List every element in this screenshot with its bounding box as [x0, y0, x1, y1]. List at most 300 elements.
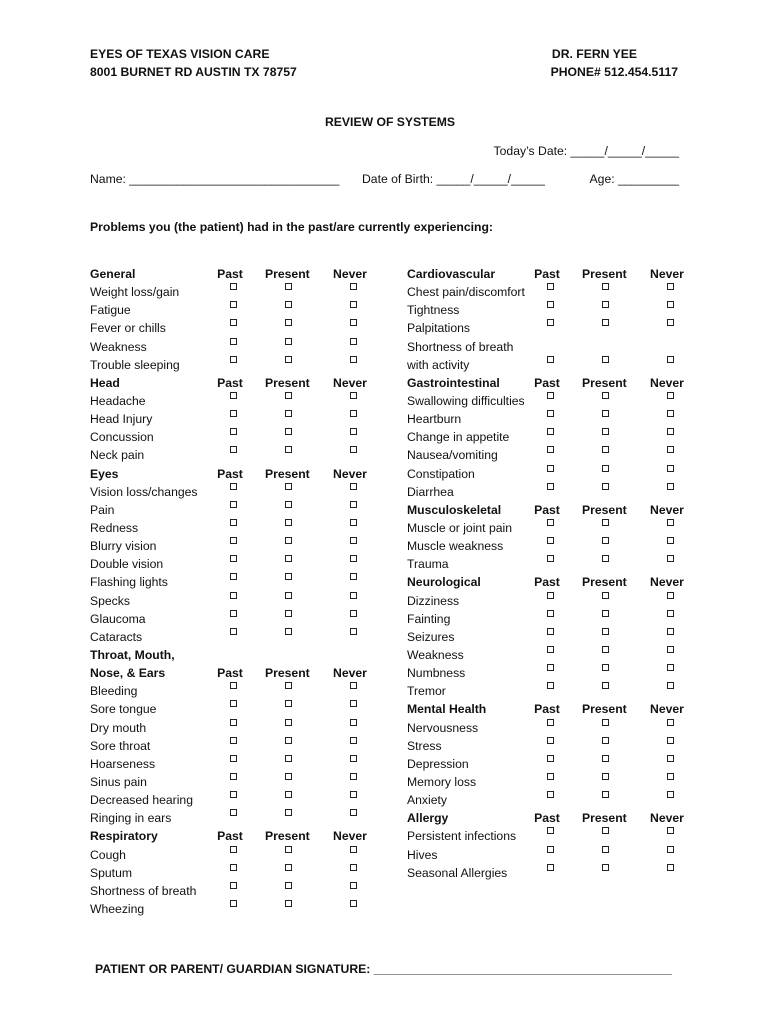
symptom-label: Chest pain/discomfort — [407, 285, 525, 300]
symptom-label: Headache — [90, 393, 146, 408]
checkbox-past[interactable] — [547, 755, 554, 762]
checkbox-never[interactable] — [667, 410, 674, 417]
name-field[interactable]: Name: _______________________________ — [90, 172, 340, 186]
checkbox-past[interactable] — [230, 592, 237, 599]
checkbox-never[interactable] — [350, 864, 357, 871]
todays-date-field[interactable]: Today’s Date: _____/_____/_____ — [493, 144, 679, 158]
checkbox-present[interactable] — [602, 610, 609, 617]
checkbox-present[interactable] — [285, 628, 292, 635]
checkbox-never[interactable] — [667, 283, 674, 290]
checkbox-present[interactable] — [285, 610, 292, 617]
column-label-past: Past — [534, 811, 560, 826]
column-label-present: Present — [582, 811, 627, 826]
checkbox-never[interactable] — [667, 446, 674, 453]
symptom-row — [90, 882, 370, 900]
section-header-nose-ears — [90, 664, 370, 682]
phone-number: PHONE# 512.454.5117 — [550, 65, 678, 79]
checkbox-past[interactable] — [230, 791, 237, 798]
symptom-row — [407, 356, 687, 374]
symptom-label: Heartburn — [407, 412, 462, 427]
symptom-label: Depression — [407, 756, 469, 771]
checkbox-never[interactable] — [350, 882, 357, 889]
checkbox-present[interactable] — [285, 846, 292, 853]
symptom-label: with activity — [407, 357, 470, 372]
checkbox-past[interactable] — [547, 537, 554, 544]
checkbox-present[interactable] — [602, 283, 609, 290]
checkbox-never[interactable] — [667, 846, 674, 853]
column-label-past: Past — [217, 375, 243, 390]
symptom-label: Muscle weakness — [407, 539, 504, 554]
symptom-row — [90, 809, 370, 827]
right-systems-column — [407, 265, 687, 882]
checkbox-past[interactable] — [230, 610, 237, 617]
checkbox-never[interactable] — [350, 719, 357, 726]
symptom-row — [407, 628, 687, 646]
symptom-row — [90, 791, 370, 809]
checkbox-past[interactable] — [230, 283, 237, 290]
symptom-label: Palpitations — [407, 321, 471, 336]
symptom-row — [407, 610, 687, 628]
section-header-neurological — [407, 573, 687, 591]
checkbox-present[interactable] — [285, 700, 292, 707]
checkbox-present[interactable] — [285, 446, 292, 453]
checkbox-present[interactable] — [602, 646, 609, 653]
column-label-present: Present — [265, 829, 310, 844]
checkbox-past[interactable] — [547, 519, 554, 526]
symptom-label: Trauma — [407, 557, 449, 572]
dob-field[interactable]: Date of Birth: _____/_____/_____ — [362, 172, 545, 186]
symptom-row — [407, 646, 687, 664]
checkbox-present[interactable] — [602, 773, 609, 780]
symptom-label: Fever or chills — [90, 321, 166, 336]
checkbox-never[interactable] — [667, 773, 674, 780]
checkbox-past[interactable] — [547, 465, 554, 472]
checkbox-past[interactable] — [547, 773, 554, 780]
checkbox-never[interactable] — [350, 573, 357, 580]
symptom-row — [90, 719, 370, 737]
symptom-row — [90, 356, 370, 374]
checkbox-never[interactable] — [350, 519, 357, 526]
checkbox-past[interactable] — [230, 392, 237, 399]
symptom-label: Shortness of breath — [90, 883, 197, 898]
checkbox-past[interactable] — [230, 573, 237, 580]
checkbox-past[interactable] — [547, 682, 554, 689]
column-label-present: Present — [265, 375, 310, 390]
checkbox-past[interactable] — [230, 301, 237, 308]
checkbox-past[interactable] — [547, 283, 554, 290]
column-label-present: Present — [582, 702, 627, 717]
checkbox-never[interactable] — [667, 755, 674, 762]
checkbox-past[interactable] — [230, 846, 237, 853]
checkbox-past[interactable] — [230, 519, 237, 526]
symptom-row — [407, 301, 687, 319]
checkbox-present[interactable] — [285, 592, 292, 599]
checkbox-present[interactable] — [285, 338, 292, 345]
checkbox-present[interactable] — [602, 827, 609, 834]
checkbox-present[interactable] — [602, 392, 609, 399]
symptom-label: Head Injury — [90, 412, 153, 427]
org-address: 8001 BURNET RD AUSTIN TX 78757 — [90, 65, 297, 79]
checkbox-present[interactable] — [602, 483, 609, 490]
section-header-cardiovascular — [407, 265, 687, 283]
checkbox-never[interactable] — [350, 592, 357, 599]
checkbox-present[interactable] — [285, 755, 292, 762]
checkbox-never[interactable] — [667, 537, 674, 544]
checkbox-present[interactable] — [602, 555, 609, 562]
checkbox-never[interactable] — [350, 446, 357, 453]
checkbox-never[interactable] — [350, 682, 357, 689]
section-title: Cardiovascular — [407, 267, 496, 281]
checkbox-present[interactable] — [602, 737, 609, 744]
symptom-row — [90, 519, 370, 537]
checkbox-never[interactable] — [350, 610, 357, 617]
checkbox-present[interactable] — [602, 319, 609, 326]
symptom-row — [90, 628, 370, 646]
symptom-label: Seasonal Allergies — [407, 865, 508, 880]
column-label-never: Never — [650, 575, 684, 590]
symptom-label: Vision loss/changes — [90, 484, 198, 499]
checkbox-never[interactable] — [667, 628, 674, 635]
column-label-never: Never — [650, 375, 684, 390]
checkbox-never[interactable] — [350, 501, 357, 508]
column-label-present: Present — [582, 502, 627, 517]
symptom-row — [90, 682, 370, 700]
checkbox-present[interactable] — [285, 555, 292, 562]
checkbox-past[interactable] — [547, 392, 554, 399]
checkbox-present[interactable] — [602, 846, 609, 853]
section-title: Gastrointestinal — [407, 375, 500, 390]
checkbox-past[interactable] — [230, 719, 237, 726]
checkbox-past[interactable] — [230, 555, 237, 562]
checkbox-never[interactable] — [350, 319, 357, 326]
symptom-row — [90, 410, 370, 428]
checkbox-never[interactable] — [667, 555, 674, 562]
checkbox-never[interactable] — [667, 592, 674, 599]
section-title: Allergy — [407, 811, 449, 826]
symptom-label: Muscle or joint pain — [407, 520, 512, 535]
symptom-label: Sore tongue — [90, 702, 157, 717]
symptom-row — [407, 555, 687, 573]
checkbox-present[interactable] — [602, 592, 609, 599]
checkbox-present[interactable] — [602, 664, 609, 671]
checkbox-never[interactable] — [350, 410, 357, 417]
checkbox-past[interactable] — [547, 737, 554, 744]
symptom-row — [90, 592, 370, 610]
checkbox-present[interactable] — [285, 864, 292, 871]
symptom-label: Swallowing difficulties — [407, 393, 525, 408]
checkbox-past[interactable] — [547, 446, 554, 453]
checkbox-past[interactable] — [230, 809, 237, 816]
checkbox-never[interactable] — [350, 301, 357, 308]
checkbox-never[interactable] — [667, 664, 674, 671]
checkbox-never[interactable] — [667, 392, 674, 399]
checkbox-past[interactable] — [230, 755, 237, 762]
checkbox-present[interactable] — [285, 900, 292, 907]
symptom-row — [90, 846, 370, 864]
symptom-row — [407, 283, 687, 301]
symptom-label: Ringing in ears — [90, 811, 172, 826]
checkbox-past[interactable] — [547, 664, 554, 671]
checkbox-present[interactable] — [285, 356, 292, 363]
section-title: Head — [90, 375, 120, 390]
checkbox-past[interactable] — [230, 537, 237, 544]
symptom-row — [407, 483, 687, 501]
checkbox-present[interactable] — [602, 628, 609, 635]
checkbox-never[interactable] — [350, 555, 357, 562]
symptom-label: Bleeding — [90, 684, 138, 699]
symptom-row — [90, 737, 370, 755]
symptom-row — [90, 301, 370, 319]
checkbox-never[interactable] — [350, 737, 357, 744]
checkbox-present[interactable] — [285, 319, 292, 326]
column-label-past: Past — [534, 702, 560, 717]
checkbox-never[interactable] — [667, 864, 674, 871]
column-label-present: Present — [265, 666, 310, 681]
checkbox-past[interactable] — [547, 628, 554, 635]
column-label-never: Never — [650, 502, 684, 517]
signature-line[interactable]: PATIENT OR PARENT/ GUARDIAN SIGNATURE: ____________________________________________ — [95, 962, 672, 976]
checkbox-past[interactable] — [547, 827, 554, 834]
symptom-row — [407, 519, 687, 537]
checkbox-never[interactable] — [350, 809, 357, 816]
checkbox-past[interactable] — [547, 791, 554, 798]
checkbox-past[interactable] — [230, 737, 237, 744]
checkbox-present[interactable] — [602, 682, 609, 689]
section-header-respiratory — [90, 827, 370, 845]
section-title: Respiratory — [90, 829, 158, 844]
checkbox-past[interactable] — [547, 319, 554, 326]
checkbox-present[interactable] — [602, 519, 609, 526]
symptom-label: Shortness of breath — [407, 339, 514, 354]
checkbox-never[interactable] — [667, 301, 674, 308]
checkbox-past[interactable] — [547, 301, 554, 308]
symptom-label: Tremor — [407, 684, 446, 699]
section-header-gastrointestinal — [407, 374, 687, 392]
checkbox-never[interactable] — [350, 392, 357, 399]
checkbox-past[interactable] — [547, 483, 554, 490]
column-label-never: Never — [650, 702, 684, 717]
checkbox-present[interactable] — [285, 519, 292, 526]
checkbox-never[interactable] — [667, 791, 674, 798]
column-label-past: Past — [217, 666, 243, 681]
checkbox-past[interactable] — [230, 338, 237, 345]
checkbox-present[interactable] — [602, 537, 609, 544]
symptom-label: Memory loss — [407, 774, 477, 789]
checkbox-never[interactable] — [350, 628, 357, 635]
symptom-row — [407, 864, 687, 882]
checkbox-present[interactable] — [285, 682, 292, 689]
checkbox-past[interactable] — [547, 610, 554, 617]
symptom-label: Nervousness — [407, 720, 479, 735]
checkbox-never[interactable] — [667, 737, 674, 744]
checkbox-past[interactable] — [547, 592, 554, 599]
checkbox-present[interactable] — [602, 864, 609, 871]
checkbox-past[interactable] — [230, 319, 237, 326]
symptom-label: Dry mouth — [90, 720, 147, 735]
checkbox-past[interactable] — [547, 555, 554, 562]
checkbox-past[interactable] — [230, 446, 237, 453]
checkbox-never[interactable] — [667, 719, 674, 726]
checkbox-never[interactable] — [350, 483, 357, 490]
section-header-head — [90, 374, 370, 392]
column-label-present: Present — [582, 267, 627, 281]
checkbox-present[interactable] — [602, 719, 609, 726]
symptom-label: Dizziness — [407, 593, 460, 608]
checkbox-never[interactable] — [667, 356, 674, 363]
checkbox-never[interactable] — [667, 610, 674, 617]
symptom-row — [90, 555, 370, 573]
section-title: General — [90, 267, 136, 281]
symptom-row — [90, 900, 370, 918]
symptom-row — [90, 392, 370, 410]
symptom-label: Redness — [90, 520, 139, 535]
checkbox-present[interactable] — [602, 465, 609, 472]
symptom-label: Constipation — [407, 466, 475, 481]
column-label-never: Never — [333, 666, 367, 681]
checkbox-never[interactable] — [667, 465, 674, 472]
checkbox-past[interactable] — [230, 428, 237, 435]
symptom-label: Decreased hearing — [90, 793, 193, 808]
checkbox-present[interactable] — [602, 301, 609, 308]
checkbox-present[interactable] — [285, 773, 292, 780]
checkbox-never[interactable] — [350, 428, 357, 435]
checkbox-never[interactable] — [350, 338, 357, 345]
checkbox-never[interactable] — [667, 646, 674, 653]
checkbox-present[interactable] — [285, 392, 292, 399]
symptom-row — [407, 446, 687, 464]
checkbox-past[interactable] — [230, 628, 237, 635]
symptom-row — [407, 338, 687, 356]
section-header-musculoskeletal — [407, 501, 687, 519]
symptom-label: Weakness — [407, 647, 464, 662]
checkbox-never[interactable] — [667, 519, 674, 526]
checkbox-never[interactable] — [667, 428, 674, 435]
section-header-allergy — [407, 809, 687, 827]
checkbox-present[interactable] — [285, 809, 292, 816]
checkbox-past[interactable] — [230, 410, 237, 417]
symptom-row — [90, 773, 370, 791]
checkbox-never[interactable] — [667, 682, 674, 689]
section-title: Neurological — [407, 575, 481, 590]
checkbox-never[interactable] — [350, 900, 357, 907]
checkbox-present[interactable] — [285, 283, 292, 290]
form-title: REVIEW OF SYSTEMS — [325, 115, 456, 129]
checkbox-past[interactable] — [230, 773, 237, 780]
section-title: Throat, Mouth, — [90, 647, 175, 662]
symptom-label: Sinus pain — [90, 774, 147, 789]
section-title: Nose, & Ears — [90, 666, 166, 681]
symptom-row — [90, 501, 370, 519]
checkbox-present[interactable] — [602, 755, 609, 762]
symptom-row — [407, 664, 687, 682]
checkbox-never[interactable] — [667, 827, 674, 834]
symptom-row — [407, 719, 687, 737]
checkbox-past[interactable] — [230, 682, 237, 689]
checkbox-past[interactable] — [230, 356, 237, 363]
symptom-label: Sore throat — [90, 738, 151, 753]
symptom-label: Specks — [90, 593, 130, 608]
checkbox-present[interactable] — [285, 719, 292, 726]
symptom-row — [90, 755, 370, 773]
symptom-row — [407, 682, 687, 700]
checkbox-present[interactable] — [602, 446, 609, 453]
symptom-label: Cataracts — [90, 629, 143, 644]
column-label-past: Past — [217, 267, 243, 281]
section-title: Musculoskeletal — [407, 502, 502, 517]
checkbox-past[interactable] — [230, 700, 237, 707]
org-name: EYES OF TEXAS VISION CARE — [90, 47, 270, 61]
checkbox-never[interactable] — [350, 700, 357, 707]
checkbox-present[interactable] — [602, 428, 609, 435]
symptom-row — [90, 537, 370, 555]
symptom-label: Persistent infections — [407, 829, 517, 844]
checkbox-never[interactable] — [350, 356, 357, 363]
checkbox-present[interactable] — [602, 410, 609, 417]
checkbox-present[interactable] — [285, 737, 292, 744]
symptom-row — [90, 864, 370, 882]
checkbox-present[interactable] — [602, 791, 609, 798]
checkbox-past[interactable] — [547, 646, 554, 653]
symptom-row — [90, 483, 370, 501]
checkbox-past[interactable] — [230, 483, 237, 490]
checkbox-past[interactable] — [230, 501, 237, 508]
checkbox-past[interactable] — [230, 864, 237, 871]
checkbox-present[interactable] — [285, 301, 292, 308]
checkbox-present[interactable] — [285, 501, 292, 508]
checkbox-present[interactable] — [285, 791, 292, 798]
symptom-label: Anxiety — [407, 793, 447, 808]
symptom-label: Wheezing — [90, 901, 145, 916]
checkbox-present[interactable] — [285, 410, 292, 417]
symptom-row — [407, 410, 687, 428]
checkbox-never[interactable] — [350, 791, 357, 798]
checkbox-never[interactable] — [350, 283, 357, 290]
checkbox-never[interactable] — [667, 319, 674, 326]
checkbox-past[interactable] — [547, 356, 554, 363]
checkbox-present[interactable] — [285, 428, 292, 435]
checkbox-never[interactable] — [350, 755, 357, 762]
checkbox-never[interactable] — [667, 483, 674, 490]
checkbox-present[interactable] — [285, 882, 292, 889]
checkbox-past[interactable] — [547, 846, 554, 853]
symptom-label: Sputum — [90, 865, 133, 880]
checkbox-past[interactable] — [547, 719, 554, 726]
symptom-label: Neck pain — [90, 448, 145, 463]
checkbox-past[interactable] — [230, 900, 237, 907]
checkbox-past[interactable] — [547, 428, 554, 435]
section-header-general — [90, 265, 370, 283]
checkbox-present[interactable] — [285, 537, 292, 544]
checkbox-present[interactable] — [285, 573, 292, 580]
left-systems-column — [90, 265, 370, 918]
checkbox-never[interactable] — [350, 773, 357, 780]
checkbox-never[interactable] — [350, 537, 357, 544]
column-label-never: Never — [650, 267, 684, 281]
checkbox-past[interactable] — [230, 882, 237, 889]
age-field[interactable]: Age: _________ — [589, 172, 679, 186]
checkbox-past[interactable] — [547, 410, 554, 417]
checkbox-past[interactable] — [547, 864, 554, 871]
symptom-row — [90, 573, 370, 591]
checkbox-present[interactable] — [602, 356, 609, 363]
checkbox-present[interactable] — [285, 483, 292, 490]
checkbox-never[interactable] — [350, 846, 357, 853]
column-label-never: Never — [333, 829, 367, 844]
symptom-label: Flashing lights — [90, 575, 168, 590]
column-label-never: Never — [333, 267, 367, 281]
symptom-row — [407, 537, 687, 555]
column-label-never: Never — [333, 466, 367, 481]
